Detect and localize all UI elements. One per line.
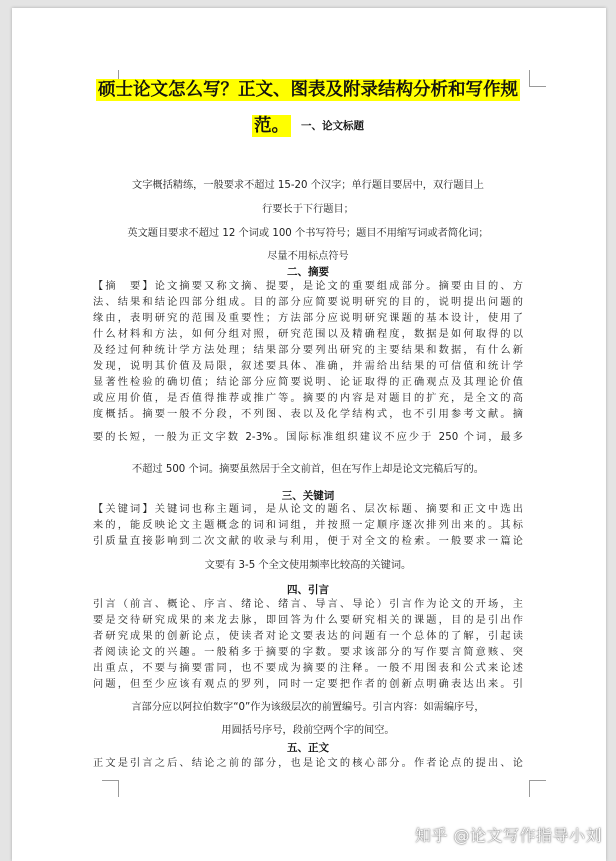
document-title-line-1 xyxy=(0,76,616,101)
text-line: 发现，说明其价值及局限，叙述要具体、准确，并需给出结果的可信值和统计学 xyxy=(93,361,523,372)
text-line: 来的，能反映论文主题概念的词和词组，并按照一定顺序逐次排列出来的。其标 xyxy=(93,520,523,531)
text-line: 正文是引言之后、结论之前的部分，也是论文的核心部分。作者论点的提出、论 xyxy=(93,758,523,769)
section-heading-abstract: 二、摘要 xyxy=(287,266,329,278)
text-line: 问题，但至少应该有观点的罗列，同时一定要把作者的创新点明确表达出来。引 xyxy=(93,679,523,690)
text-line: 什么材料和方法，如何分组对照，研究范围以及精确程度，数据是如何取得的以 xyxy=(93,329,523,340)
text-line: 出重点，不要与摘要雷同，也不要成为摘要的注释。一般不用图表和公式来论述 xyxy=(93,663,523,674)
text-line: 文要有 3-5 个全文使用频率比较高的关键词。 xyxy=(204,560,412,571)
section-heading-body: 五、正文 xyxy=(287,742,329,754)
highlighted-title-text-1: 硕士论文怎么写？正文、图表及附录结构分析和写作规 xyxy=(98,80,518,100)
text-line: 言部分应以阿拉伯数字“0”作为该级层次的前置编号。引言内容：如需编序号， xyxy=(131,702,485,713)
text-line: 者研究成果的创新论点，使读者对论文要表达的问题有一个总体的了解，引起读 xyxy=(93,631,523,642)
text-line: 者阅读论文的兴趣。一般稍多于摘要的字数。要求该部分的写作要言简意赅、突 xyxy=(93,647,523,658)
text-line: 度概括。摘要一般不分段，不列图、表以及化学结构式，也不引用参考文献。摘 xyxy=(93,409,523,420)
margin-mark-bottom-right xyxy=(529,780,546,797)
text-line: 【关键词】关键词也称主题词，是从论文的题名、层次标题、摘要和正文中选出 xyxy=(93,504,523,515)
text-line: 缘由，表明研究的范围及重要性；方法部分应说明研究课题的基本设计，使用了 xyxy=(93,313,523,324)
text-line: 要是交待研究成果的来龙去脉，即回答为什么要研究相关的课题，目的是引出作 xyxy=(93,615,523,626)
highlighted-title-text-2: 范。 xyxy=(254,116,289,136)
document-title-line-2 xyxy=(0,112,616,137)
text-line: 引言（前言、概论、序言、绪论、绪言、导言、导论）引言作为论文的开场，主 xyxy=(93,599,523,610)
text-line: 法、结果和结论四部分组成。目的部分应简要说明研究的目的，说明提出问题的 xyxy=(93,297,523,308)
text-line: 【摘 要】论文摘要又称文摘、提要，是论文的重要组成部分。摘要由目的、方 xyxy=(93,281,523,292)
text-line: 文字概括精练，一般要求不超过 15-20 个汉字；单行题目要居中，双行题目上 xyxy=(132,180,484,191)
margin-mark-bottom-left xyxy=(102,780,119,797)
text-line: 尽量不用标点符号 xyxy=(267,251,349,262)
text-line: 显著性检验的确切值；结论部分应简要说明、论证取得的正确观点及其理论价值 xyxy=(93,377,523,388)
section-heading-introduction: 四、引言 xyxy=(287,584,329,596)
section-heading-title: 一、论文标题 xyxy=(301,120,364,132)
zhihu-watermark: 知乎 @论文写作指导小刘 xyxy=(414,826,602,845)
text-line: 不超过 500 个词。摘要虽然居于全文前首，但在写作上却是论文完稿后写的。 xyxy=(132,464,484,475)
text-line: 引质量直接影响到二次文献的收录与利用，便于对全文的检索。一般要求一篇论 xyxy=(93,536,523,547)
text-line: 要的长短，一般为正文字数 2-3%。国际标准组织建议不应少于 250 个词，最多 xyxy=(93,432,523,443)
section-heading-keywords: 三、关键词 xyxy=(281,490,335,502)
text-line: 行要长于下行题目； xyxy=(262,204,354,215)
text-line: 英文题目要求不超过 12 个词或 100 个书写符号；题目不用缩写词或者简化词； xyxy=(127,228,489,239)
text-line: 用圆括号序号，段前空两个字的间空。 xyxy=(221,725,395,736)
text-line: 或应用价值，是否值得推荐或推广等。摘要的内容是对题目的扩充，是全文的高 xyxy=(93,393,523,404)
text-line: 及经过何种统计学方法处理；结果部分要列出研究的主要结果和数据，有什么新 xyxy=(93,345,523,356)
